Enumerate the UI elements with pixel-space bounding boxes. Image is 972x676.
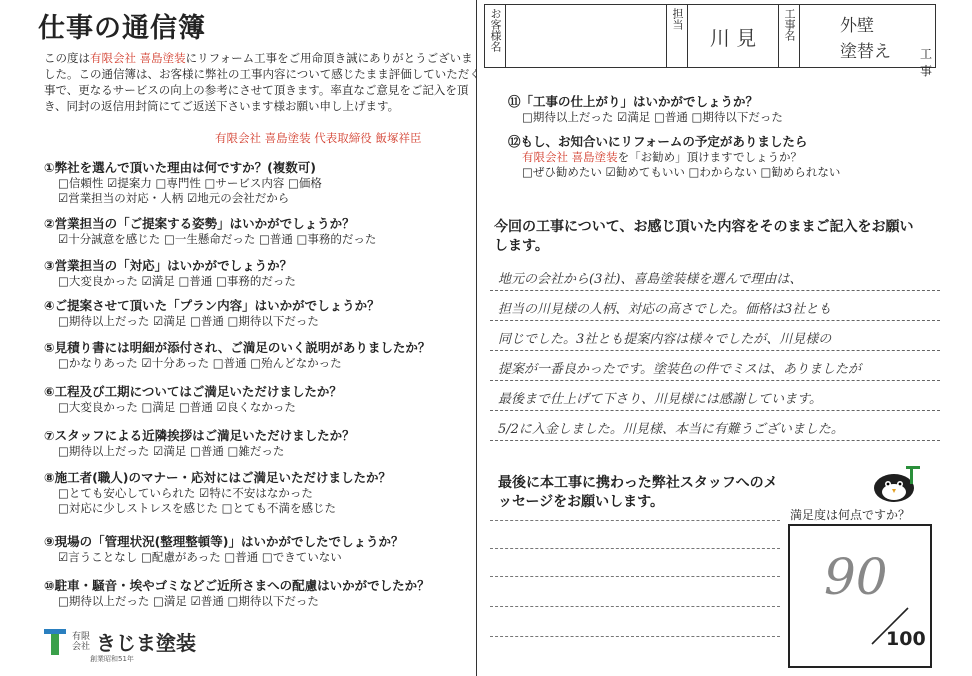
message-line-1 — [490, 520, 780, 521]
comment-line-2 — [490, 320, 940, 321]
message-line-2 — [490, 548, 780, 549]
score-box[interactable] — [788, 524, 932, 668]
page-title: 仕事の通信簿 — [38, 13, 206, 44]
message-line-5 — [490, 636, 780, 637]
staff-label-cell — [667, 5, 688, 67]
intro-text — [44, 50, 484, 114]
question-12-text-2: を「お勧め」頂けますでしょうか？ — [617, 150, 802, 164]
question-5 — [44, 338, 430, 371]
question-10-options[interactable]: □期待以上だった □満足 ☑普通 □期待以下だった — [58, 594, 319, 608]
message-title: 最後に本工事に携わった弊社スタッフへのメッセージをお願いします。 — [498, 475, 778, 510]
question-1-options-1[interactable]: □信頼性 ☑提案力 □専門性 □サービス内容 □価格 — [58, 176, 322, 190]
logo-name: きじま塗装 — [96, 631, 197, 655]
question-7-options[interactable]: □期待以上だった ☑満足 □普通 □雑だった — [58, 444, 285, 458]
header-box — [484, 4, 936, 78]
handwritten-comment-5: 最後まで仕上げて下さり、川見様には感謝しています。 — [498, 392, 822, 407]
score-value: 90 — [824, 548, 888, 606]
company-logo — [44, 627, 196, 656]
work-label-cell — [779, 5, 800, 67]
handwritten-comment-1: 地元の会社から(3社)、喜島塗装様を選んで理由は、 — [498, 272, 803, 287]
handwritten-comment-3: 同じでした。3社とも提案内容は様々でしたが、川見様の — [498, 332, 832, 347]
work-suffix: 工事 — [920, 47, 933, 78]
work-name-cell — [800, 5, 935, 78]
question-11-text: ⑪「工事の仕上がり」はいかがでしょうか？ — [508, 94, 759, 109]
question-9 — [44, 532, 404, 565]
question-2 — [44, 214, 376, 247]
question-10 — [44, 576, 430, 609]
score-label: 満足度は何点ですか？ — [790, 508, 911, 522]
question-8 — [44, 468, 391, 516]
handwritten-comment-2: 担当の川見様の人柄、対応の高さでした。価格は3社とも — [498, 302, 832, 317]
comment-line-6 — [490, 440, 940, 441]
question-11 — [508, 92, 783, 125]
comment-line-3 — [490, 350, 940, 351]
question-10-text: ⑩駐車・騒音・埃やゴミなどご近所さまへの配慮はいかがでしたか？ — [44, 578, 430, 593]
intro-company: 有限会社 喜島塗装 — [90, 51, 186, 65]
question-12 — [508, 132, 840, 180]
question-5-options[interactable]: □かなりあった ☑十分あった □普通 □殆んどなかった — [58, 356, 342, 370]
question-8-options-1[interactable]: □とても安心していられた ☑特に不安はなかった — [58, 486, 313, 500]
question-6 — [44, 382, 342, 415]
question-5-text: ⑤見積り書には明細が添付され、ご満足のいく説明がありましたか？ — [44, 340, 431, 355]
question-12-options[interactable]: □ぜひ勧めたい ☑勧めてもいい □わからない □勧められない — [522, 165, 841, 179]
question-3-text: ③営業担当の「対応」はいかがでしょうか？ — [44, 258, 293, 273]
staff-name-cell — [688, 5, 779, 67]
question-3-options[interactable]: □大変良かった ☑満足 □普通 □事務的だった — [58, 274, 296, 288]
work-label: 工事名 — [783, 8, 796, 41]
question-7-text: ⑦スタッフによる近隣挨拶はご満足いただけましたか？ — [44, 428, 355, 443]
question-4-text: ④ご提案させて頂いた「プラン内容」はいかがでしょうか？ — [44, 298, 380, 313]
comment-line-5 — [490, 410, 940, 411]
signature: 有限会社 喜島塗装 代表取締役 飯塚祥臣 — [215, 131, 422, 145]
question-4-options[interactable]: □期待以上だった ☑満足 □普通 □期待以下だった — [58, 314, 319, 328]
logo-prefix-bottom: 会社 — [72, 641, 91, 652]
work-name-1: 外壁 — [840, 16, 874, 36]
customer-label: お客様名 — [489, 8, 502, 52]
message-line-4 — [490, 606, 780, 607]
question-4 — [44, 296, 380, 329]
question-12-company: 有限会社 喜島塗装 — [522, 150, 618, 164]
question-2-options[interactable]: ☑十分誠意を感じた □一生懸命だった □普通 □事務的だった — [58, 232, 377, 246]
comment-title: 今回の工事について、お感じ頂いた内容をそのままご記入をお願いします。 — [494, 219, 914, 254]
score-max: 100 — [886, 628, 926, 650]
comment-line-4 — [490, 380, 940, 381]
penguin-mascot-icon — [870, 464, 926, 504]
intro-part2: にリフォーム工事をご用命頂き誠にありがとうございました。この通信簿は、お客様に弊社の工事内容について感じたまま評価していただく事で、更なるサービスの向上の参考にさせて頂きます。率直なご意見をご記入を頂き、同封の返信用封筒にてご返送下さいます様お願い申し上げます。 — [44, 51, 481, 113]
question-7 — [44, 426, 355, 459]
handwritten-comment-4: 提案が一番良かったです。塗装色の件でミスは、ありましたが — [498, 362, 861, 377]
question-9-text: ⑨現場の「管理状況(整理整頓等)」はいかがでしたでしょうか？ — [44, 534, 404, 549]
logo-mark-icon — [44, 629, 66, 655]
handwritten-comment-6: 5/2に入金しました。川見様、本当に有難うございました。 — [498, 422, 844, 437]
question-8-text: ⑧施工者(職人)のマナー・応対にはご満足いただけましたか？ — [44, 470, 392, 485]
question-11-options[interactable]: □期待以上だった ☑満足 □普通 □期待以下だった — [522, 110, 783, 124]
customer-name-field[interactable] — [506, 5, 667, 67]
question-8-options-2[interactable]: □対応に少しストレスを感じた □とても不満を感じた — [58, 501, 337, 515]
question-3 — [44, 256, 296, 289]
customer-label-cell — [485, 5, 506, 67]
staff-name: 川 見 — [709, 25, 757, 50]
question-6-options[interactable]: □大変良かった □満足 □普通 ☑良くなかった — [58, 400, 296, 414]
logo-tagline: 創業昭和51年 — [90, 655, 134, 663]
work-name-2: 塗替え — [840, 42, 891, 62]
staff-label: 担当 — [671, 8, 684, 30]
question-6-text: ⑥工程及び工期についてはご満足いただけましたか？ — [44, 384, 342, 399]
question-1 — [44, 158, 322, 206]
question-1-text: ①弊社を選んで頂いた理由は何ですか？(複数可) — [44, 160, 317, 175]
question-1-options-2[interactable]: ☑営業担当の対応・人柄 ☑地元の会社だから — [58, 191, 290, 205]
question-2-text: ②営業担当の「ご提案する姿勢」はいかがでしょうか？ — [44, 216, 355, 231]
question-12-text: ⑫もし、お知合いにリフォームの予定がありましたら — [508, 134, 808, 149]
page-divider — [476, 0, 477, 676]
logo-prefix-top: 有限 — [72, 631, 91, 642]
intro-part1: この度は — [44, 51, 90, 65]
message-line-3 — [490, 576, 780, 577]
comment-line-1 — [490, 290, 940, 291]
question-9-options[interactable]: ☑言うことなし □配慮があった □普通 □できていない — [58, 550, 342, 564]
